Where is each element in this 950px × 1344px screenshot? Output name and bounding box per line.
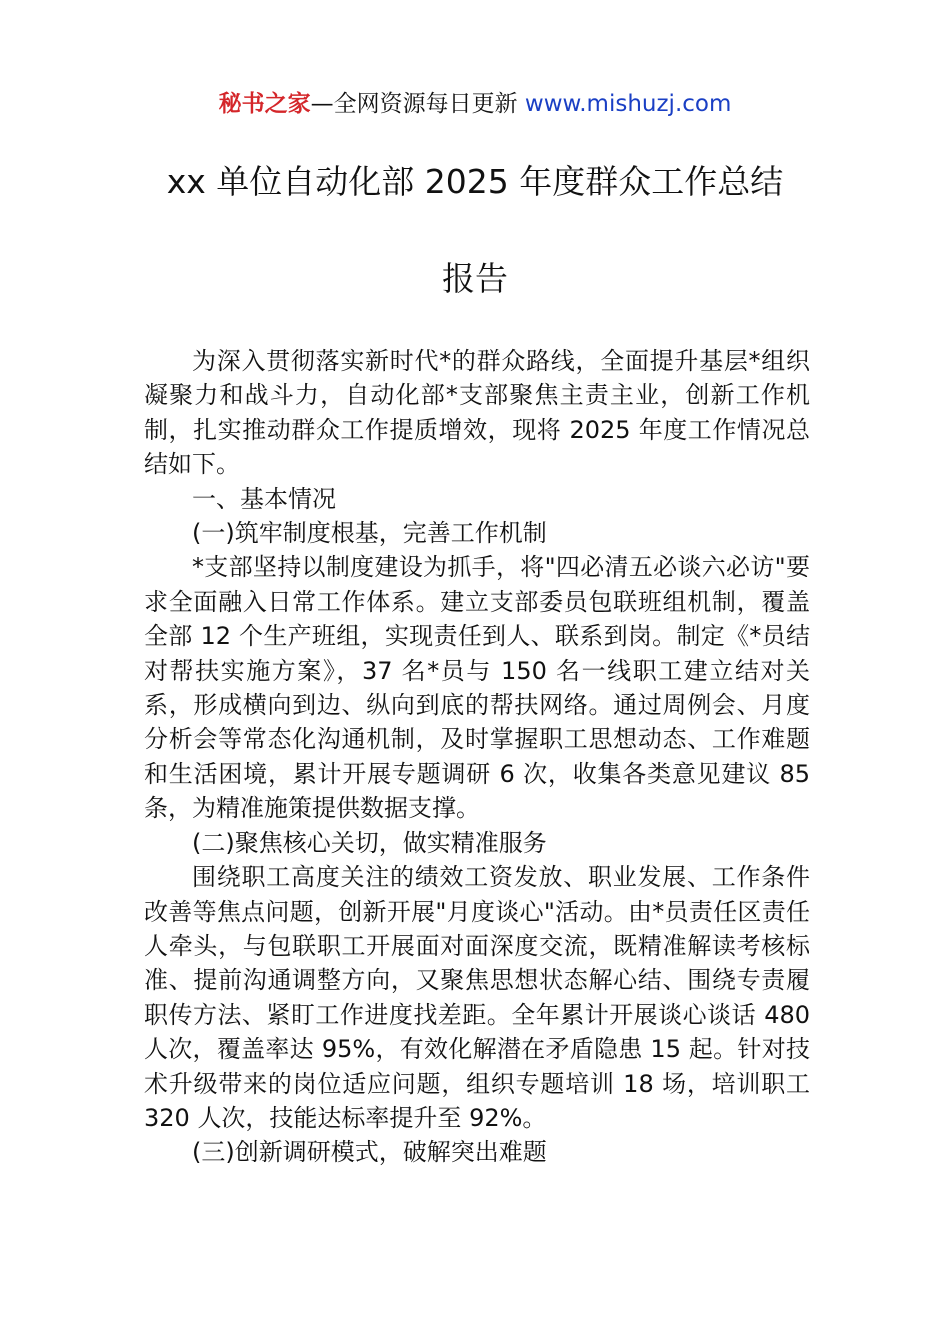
document-title-line-1: xx 单位自动化部 2025 年度群众工作总结: [166, 162, 784, 201]
brand-name: 秘书之家: [218, 91, 311, 117]
subsection-heading-1: (一)筑牢制度根基，完善工作机制: [192, 519, 547, 548]
subsection-heading-3: (三)创新调研模式，破解突出难题: [192, 1138, 547, 1167]
section-heading-basic-situation: 一、基本情况: [192, 484, 336, 513]
document-body: [144, 344, 810, 1170]
intro-paragraph: 为深入贯彻落实新时代*的群众路线，全面提升基层*组织凝聚力和战斗力，自动化部*支部聚焦主责主业，创新工作机制，扎实推动群众工作提质增效，现将 2025 年度工作情况总结如下。: [144, 347, 810, 479]
site-banner: [0, 86, 950, 122]
document-title-line-2: 报告: [442, 259, 508, 298]
body-paragraph-2: 围绕职工高度关注的绩效工资发放、职业发展、工作条件改善等焦点问题，创新开展"月度谈心"活动。由*员责任区责任人牵头，与包联职工开展面对面深度交流，既精准解读考核标准、提前沟通调整方向，又聚焦思想状态解心结、围绕专责履职传方法、紧盯工作进度找差距。全年累计开展谈心谈话 480 人次，覆盖率达 95%，有效化解潜在矛盾隐患 15 起。针对技术升级带来的岗位适应问题，组织专题培训 18 场，培训职工 320 人次，技能达标率提升至 92%。: [144, 863, 810, 1132]
body-paragraph-1: *支部坚持以制度建设为抓手，将"四必清五必谈六必访"要求全面融入日常工作体系。建立支部委员包联班组机制，覆盖全部 12 个生产班组，实现责任到人、联系到岗。制定《*员结对帮扶实施方案》，37 名*员与 150 名一线职工建立结对关系，形成横向到边、纵向到底的帮扶网络。通过周例会、月度分析会等常态化沟通机制，及时掌握职工思想动态、工作难题和生活困境，累计开展专题调研 6 次，收集各类意见建议 85 条，为精准施策提供数据支撑。: [144, 553, 810, 823]
brand-slogan: —全网资源每日更新: [310, 91, 518, 117]
site-url-link[interactable]: www.mishuzj.com: [524, 91, 732, 117]
subsection-heading-2: (二)聚焦核心关切，做实精准服务: [192, 828, 547, 857]
